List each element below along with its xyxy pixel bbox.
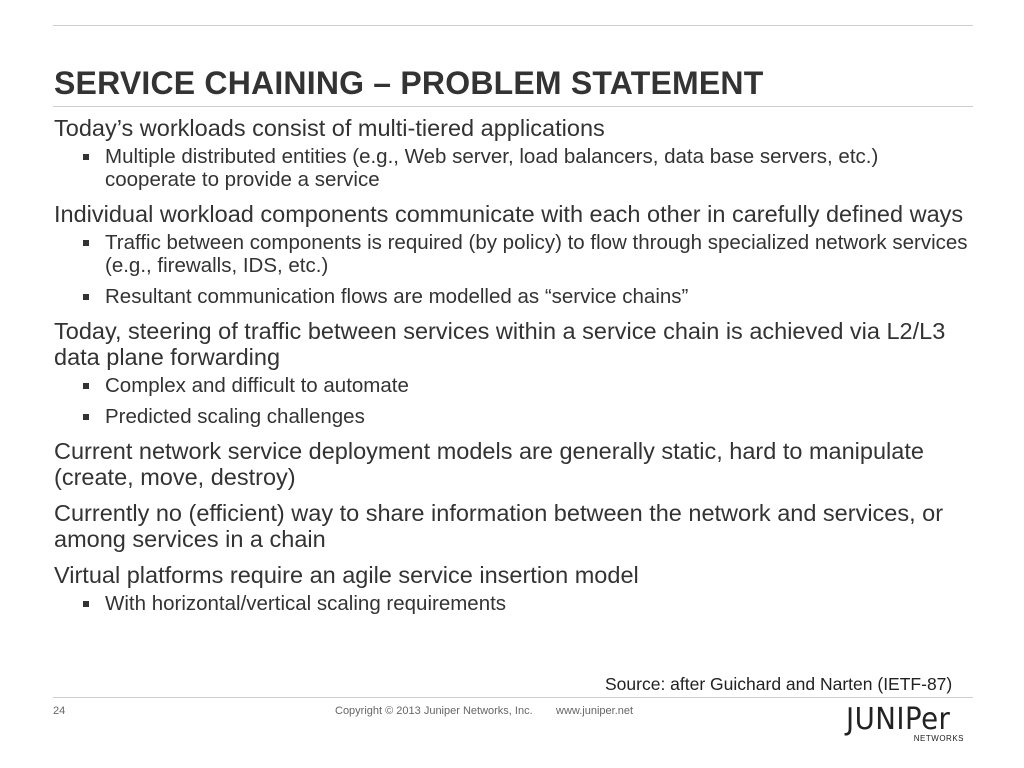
sub-bullet-text: With horizontal/vertical scaling requirements (105, 592, 507, 615)
page-number: 24 (53, 705, 66, 717)
main-point: Today’s workloads consist of multi-tiered applications (54, 115, 605, 141)
top-divider (53, 25, 973, 26)
content-group (54, 201, 974, 308)
square-bullet-icon (83, 383, 89, 389)
content-group (54, 500, 974, 552)
main-point: Today, steering of traffic between services within a service chain is achieved via L2/L3 data plane forwarding (54, 318, 946, 370)
logo-wordmark: JUNIPer (846, 702, 951, 737)
sub-bullet (54, 405, 974, 428)
sub-bullet-text: Traffic between components is required (by policy) to flow through specialized network services (e.g., firewalls, IDS, etc.) (105, 231, 968, 277)
sub-bullet-list (54, 231, 974, 308)
title-divider (53, 106, 973, 107)
main-point: Current network service deployment models are generally static, hard to manipulate (create, move, destroy) (54, 438, 924, 490)
square-bullet-icon (83, 294, 89, 300)
slide-title: SERVICE CHAINING – PROBLEM STATEMENT (54, 65, 764, 101)
sub-bullet (54, 592, 974, 615)
logo-subtext: NETWORKS (913, 734, 964, 743)
square-bullet-icon (83, 414, 89, 420)
juniper-logo (846, 703, 974, 743)
sub-bullet-text: Resultant communication flows are modelled as “service chains” (105, 285, 689, 308)
sub-bullet-text: Complex and difficult to automate (105, 374, 409, 397)
square-bullet-icon (83, 240, 89, 246)
sub-bullet (54, 285, 974, 308)
source-citation: Source: after Guichard and Narten (IETF-87) (605, 674, 953, 694)
copyright-notice: Copyright © 2013 Juniper Networks, Inc. (335, 705, 533, 717)
sub-bullet-text: Multiple distributed entities (e.g., Web server, load balancers, data base servers, etc.) cooperate to provide a service (105, 145, 879, 191)
sub-bullet-list (54, 145, 974, 191)
sub-bullet (54, 231, 974, 277)
content-group (54, 318, 974, 428)
square-bullet-icon (83, 154, 89, 160)
slide-content (54, 115, 974, 625)
content-group (54, 115, 974, 191)
main-point: Virtual platforms require an agile service insertion model (54, 562, 639, 588)
content-group (54, 562, 974, 615)
sub-bullet-text: Predicted scaling challenges (105, 405, 365, 428)
sub-bullet-list (54, 592, 974, 615)
main-point: Individual workload components communicate with each other in carefully defined ways (54, 201, 964, 227)
sub-bullet-list (54, 374, 974, 428)
website-link: www.juniper.net (556, 705, 634, 717)
content-group (54, 438, 974, 490)
main-point: Currently no (efficient) way to share information between the network and services, or among services in a chain (54, 500, 944, 552)
footer-divider (53, 697, 973, 698)
sub-bullet (54, 145, 974, 191)
square-bullet-icon (83, 601, 89, 607)
sub-bullet (54, 374, 974, 397)
